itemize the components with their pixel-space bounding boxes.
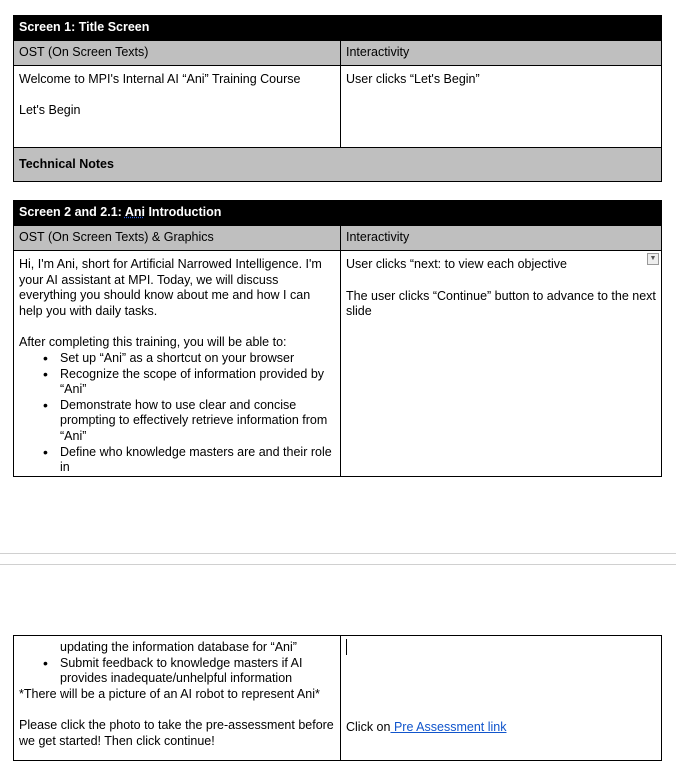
screen2-table — [13, 200, 662, 477]
screen2-title — [14, 201, 662, 226]
technical-notes[interactable]: Technical Notes — [14, 148, 662, 182]
screen1-title: Screen 1: Title Screen — [14, 16, 662, 41]
screen2-interactivity-text-1: User clicks “next: to view each objective — [346, 257, 567, 271]
objective-continued-text: updating the information database for “Ani” — [60, 640, 297, 654]
screen1-col-interactivity: Interactivity — [341, 41, 662, 66]
screen1-col-ost: OST (On Screen Texts) — [14, 41, 341, 66]
screen2-ost-cell[interactable] — [14, 251, 341, 477]
screen2-col-interactivity: Interactivity — [341, 226, 662, 251]
screen1-welcome-text: Welcome to MPI's Internal AI “Ani” Training Course — [19, 72, 301, 86]
screen1-table — [13, 15, 662, 182]
list-item: • Define who knowledge masters are and their role in — [19, 445, 335, 476]
screen2-title-ani: Ani — [124, 205, 145, 220]
screen1-lets-begin-text: Let's Begin — [19, 102, 81, 117]
list-item: • Set up “Ani” as a shortcut on your browser — [19, 351, 335, 367]
click-on-label: Click on — [346, 720, 391, 734]
screen1-interactivity-cell[interactable] — [341, 66, 662, 148]
screen2-interactivity-cell-continued[interactable] — [341, 636, 662, 761]
pre-assessment-link[interactable]: Pre Assessment link — [390, 720, 507, 734]
screen2-continued-table — [13, 635, 662, 761]
list-item: • Submit feedback to knowledge masters if AI provides inadequate/unhelpful information — [19, 656, 335, 687]
list-item: • Demonstrate how to use clear and concise prompting to effectively retrieve information from “Ani” — [19, 398, 335, 445]
screen1-ost-cell[interactable] — [14, 66, 341, 148]
robot-picture-note: *There will be a picture of an AI robot to represent Ani* — [19, 686, 320, 701]
screen2-objectives-list — [19, 351, 335, 476]
screen2-title-prefix: Screen 2 and 2.1: — [19, 205, 125, 220]
screen2-col-ost: OST (On Screen Texts) & Graphics — [14, 226, 341, 251]
objectives-list-continued — [19, 656, 335, 687]
list-item: • Recognize the scope of information provided by “Ani” — [19, 367, 335, 398]
screen2-interactivity-cell[interactable] — [341, 251, 662, 477]
screen2-objectives-lead: After completing this training, you will be able to: — [19, 335, 287, 350]
text-cursor — [346, 639, 347, 655]
screen2-title-suffix: Introduction — [144, 205, 222, 220]
pre-assessment-instruction: Please click the photo to take the pre-assessment before we get started! Then click continue! — [19, 718, 334, 748]
screen2-intro-text: Hi, I'm Ani, short for Artificial Narrowed Intelligence. I'm your AI assistant at MPI. Today, we will discuss everything you should know about me and how I can help you with daily tasks. — [19, 257, 322, 318]
chevron-down-icon[interactable]: ▼ — [647, 253, 659, 265]
page-break — [0, 553, 676, 565]
screen2-ost-cell-continued[interactable] — [14, 636, 341, 761]
screen2-interactivity-text-2: The user clicks “Continue” button to advance to the next slide — [346, 288, 656, 319]
screen1-interactivity-text: User clicks “Let's Begin” — [346, 72, 480, 86]
pre-assessment-click-text — [346, 720, 506, 736]
